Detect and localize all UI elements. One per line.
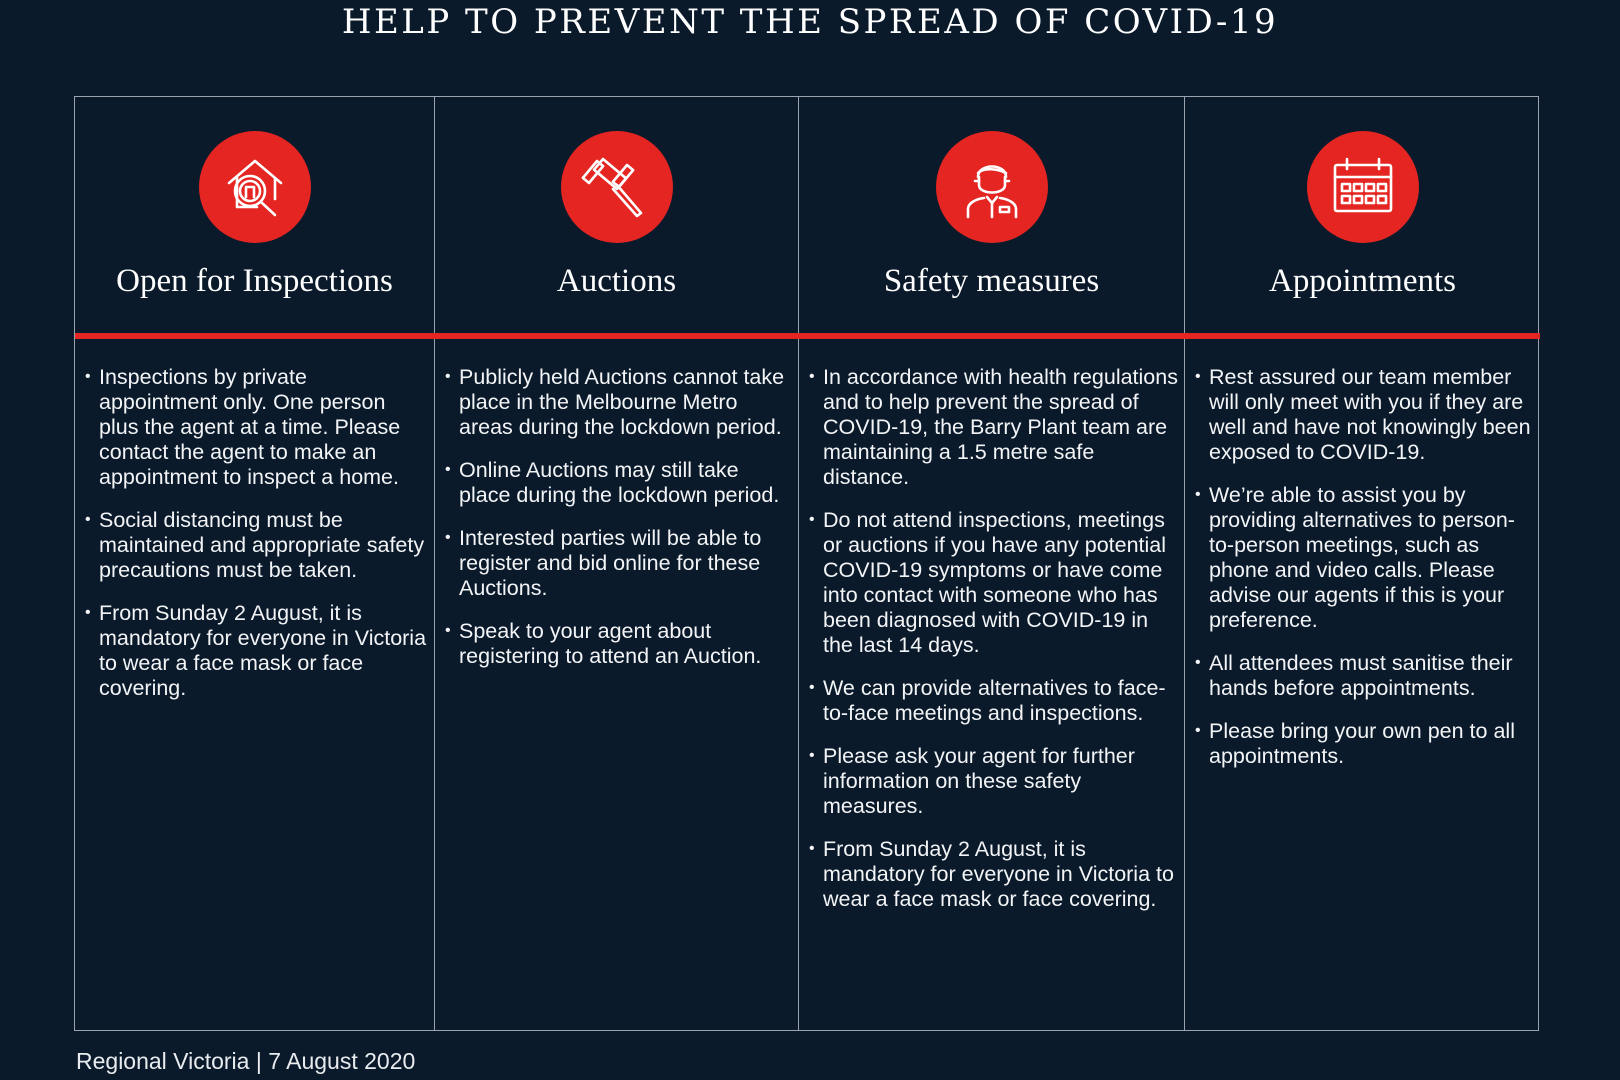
column-open-for-inspections: [75, 97, 434, 1030]
list-item: • Inspections by private appointment only. One person plus the agent at a time. Please contact the agent to make an appointment to inspect a home.: [85, 365, 428, 490]
list-item: • Publicly held Auctions cannot take place in the Melbourne Metro areas during the lockdown period.: [445, 365, 792, 440]
page-title: HELP TO PREVENT THE SPREAD OF COVID-19: [341, 2, 1279, 42]
column-title: Auctions: [556, 263, 677, 299]
list-item: • We’re able to assist you by providing alternatives to person-to-person meetings, such as phone and video calls. Please advise our agents if this is your preference.: [1195, 483, 1534, 633]
calendar-icon: [1307, 131, 1419, 243]
list-item: • Online Auctions may still take place during the lockdown period.: [445, 458, 792, 508]
list-item: • In accordance with health regulations and to help prevent the spread of COVID-19, the Barry Plant team are maintaining a 1.5 metre safe distance.: [809, 365, 1178, 490]
list-item: • Rest assured our team member will only meet with you if they are well and have not knowingly been exposed to COVID-19.: [1195, 365, 1534, 465]
column-title: Appointments: [1269, 263, 1456, 299]
list-item: • Speak to your agent about registering to attend an Auction.: [445, 619, 792, 669]
list-item: • All attendees must sanitise their hands before appointments.: [1195, 651, 1534, 701]
bullet-list: [1195, 365, 1534, 787]
column-title: Open for Inspections: [116, 263, 393, 299]
footer-caption: Regional Victoria | 7 August 2020: [76, 1048, 416, 1074]
bullet-list: [809, 365, 1178, 930]
list-item: • Social distancing must be maintained and appropriate safety precautions must be taken.: [85, 508, 428, 583]
list-item: • From Sunday 2 August, it is mandatory for everyone in Victoria to wear a face mask or face covering.: [85, 601, 428, 701]
column-auctions: [434, 97, 798, 1030]
list-item: • Interested parties will be able to register and bid online for these Auctions.: [445, 526, 792, 601]
list-item: • We can provide alternatives to face-to-face meetings and inspections.: [809, 676, 1178, 726]
house-magnifier-icon: [199, 131, 311, 243]
list-item: • Do not attend inspections, meetings or auctions if you have any potential COVID-19 symptoms or have come into contact with someone who has been diagnosed with COVID-19 in the last 14 days.: [809, 508, 1178, 658]
bullet-list: [85, 365, 428, 719]
agent-person-icon: [936, 131, 1048, 243]
column-title: Safety measures: [883, 263, 1100, 299]
list-item: • From Sunday 2 August, it is mandatory for everyone in Victoria to wear a face mask or face covering.: [809, 837, 1178, 912]
list-item: • Please ask your agent for further information on these safety measures.: [809, 744, 1178, 819]
column-safety-measures: [798, 97, 1184, 1030]
gavel-icon: [561, 131, 673, 243]
info-table: [74, 96, 1539, 1031]
list-item: • Please bring your own pen to all appointments.: [1195, 719, 1534, 769]
red-divider: [75, 333, 1540, 339]
column-appointments: [1184, 97, 1540, 1030]
bullet-list: [445, 365, 792, 687]
